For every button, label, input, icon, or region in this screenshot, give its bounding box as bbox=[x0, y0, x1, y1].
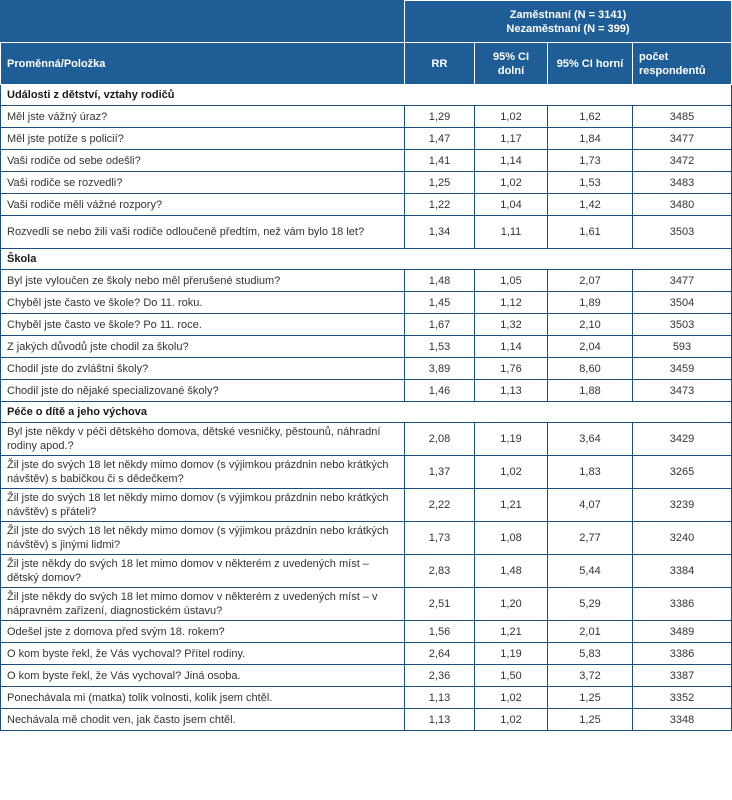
ci-low-value: 1,17 bbox=[475, 128, 548, 150]
ci-high-value: 2,77 bbox=[548, 522, 633, 555]
group-line-unemployed: Nezaměstnaní (N = 399) bbox=[506, 22, 630, 35]
table-row bbox=[1, 643, 732, 665]
respondent-count: 3483 bbox=[633, 172, 732, 194]
section-row bbox=[1, 402, 732, 423]
ci-low-value: 1,11 bbox=[475, 216, 548, 249]
row-label: O kom byste řekl, že Vás vychoval? Přítel rodiny. bbox=[1, 643, 405, 665]
ci-low-value: 1,05 bbox=[475, 270, 548, 292]
row-label: Měl jste vážný úraz? bbox=[1, 106, 405, 128]
row-label: Vaši rodiče od sebe odešli? bbox=[1, 150, 405, 172]
rr-value: 1,41 bbox=[405, 150, 475, 172]
ci-low-value: 1,14 bbox=[475, 336, 548, 358]
ci-high-value: 3,64 bbox=[548, 423, 633, 456]
ci-low-value: 1,21 bbox=[475, 621, 548, 643]
respondent-count: 3504 bbox=[633, 292, 732, 314]
row-label: Chyběl jste často ve škole? Do 11. roku. bbox=[1, 292, 405, 314]
ci-low-value: 1,02 bbox=[475, 106, 548, 128]
rr-value: 1,67 bbox=[405, 314, 475, 336]
table-row bbox=[1, 128, 732, 150]
ci-high-value: 1,88 bbox=[548, 380, 633, 402]
ci-low-value: 1,02 bbox=[475, 172, 548, 194]
table-row bbox=[1, 522, 732, 555]
row-label: Žil jste do svých 18 let někdy mimo domov (s výjimkou prázdnin nebo krátkých návštěv) s přáteli? bbox=[1, 489, 405, 522]
col-header-rr: RR bbox=[405, 43, 475, 85]
section-title: Události z dětství, vztahy rodičů bbox=[1, 85, 732, 106]
group-line-employed: Zaměstnaní (N = 3141) bbox=[509, 8, 627, 21]
table-row bbox=[1, 314, 732, 336]
ci-low-value: 1,02 bbox=[475, 709, 548, 731]
table-row bbox=[1, 555, 732, 588]
ci-high-value: 2,04 bbox=[548, 336, 633, 358]
ci-high-value: 8,60 bbox=[548, 358, 633, 380]
row-label: Vaši rodiče měli vážné rozpory? bbox=[1, 194, 405, 216]
rr-value: 2,51 bbox=[405, 588, 475, 621]
ci-high-value: 1,25 bbox=[548, 709, 633, 731]
ci-low-value: 1,02 bbox=[475, 687, 548, 709]
respondent-count: 3352 bbox=[633, 687, 732, 709]
row-label: Chodil jste do zvláštní školy? bbox=[1, 358, 405, 380]
ci-high-value: 1,62 bbox=[548, 106, 633, 128]
row-label: Vaši rodiče se rozvedli? bbox=[1, 172, 405, 194]
col-header-ci-high: 95% CI horní bbox=[548, 43, 633, 85]
row-label: Chodil jste do nějaké specializované školy? bbox=[1, 380, 405, 402]
table-row bbox=[1, 687, 732, 709]
rr-value: 1,13 bbox=[405, 687, 475, 709]
rr-value: 1,25 bbox=[405, 172, 475, 194]
respondent-count: 3473 bbox=[633, 380, 732, 402]
table-row bbox=[1, 489, 732, 522]
rr-value: 1,29 bbox=[405, 106, 475, 128]
section-title: Škola bbox=[1, 249, 732, 270]
row-label: Rozvedli se nebo žili vaši rodiče odloučeně předtím, než vám bylo 18 let? bbox=[1, 216, 405, 249]
ci-low-value: 1,02 bbox=[475, 456, 548, 489]
section-row bbox=[1, 85, 732, 106]
rr-value: 1,37 bbox=[405, 456, 475, 489]
respondent-count: 3386 bbox=[633, 588, 732, 621]
col-header-variable: Proměnná/Položka bbox=[1, 43, 405, 85]
ci-low-value: 1,48 bbox=[475, 555, 548, 588]
row-label: Chyběl jste často ve škole? Po 11. roce. bbox=[1, 314, 405, 336]
ci-high-value: 1,83 bbox=[548, 456, 633, 489]
respondent-count: 3489 bbox=[633, 621, 732, 643]
rr-value: 1,56 bbox=[405, 621, 475, 643]
rr-value: 1,46 bbox=[405, 380, 475, 402]
ci-high-value: 2,01 bbox=[548, 621, 633, 643]
group-header bbox=[405, 1, 732, 43]
table-row bbox=[1, 665, 732, 687]
rr-value: 2,64 bbox=[405, 643, 475, 665]
rr-value: 2,22 bbox=[405, 489, 475, 522]
respondent-count: 3239 bbox=[633, 489, 732, 522]
table-row bbox=[1, 150, 732, 172]
row-label: Nechávala mě chodit ven, jak často jsem chtěl. bbox=[1, 709, 405, 731]
row-label: Byl jste vyloučen ze školy nebo měl přerušené studium? bbox=[1, 270, 405, 292]
respondent-count: 3459 bbox=[633, 358, 732, 380]
table-row bbox=[1, 709, 732, 731]
row-label: Ponechávala mi (matka) tolik volnosti, kolik jsem chtěl. bbox=[1, 687, 405, 709]
respondent-count: 3348 bbox=[633, 709, 732, 731]
rr-value: 2,08 bbox=[405, 423, 475, 456]
table-row bbox=[1, 358, 732, 380]
table-row bbox=[1, 380, 732, 402]
row-label: Byl jste někdy v péči dětského domova, dětské vesničky, pěstounů, náhradní rodiny apod.? bbox=[1, 423, 405, 456]
section-title: Péče o dítě a jeho výchova bbox=[1, 402, 732, 423]
section-row bbox=[1, 249, 732, 270]
respondent-count: 3472 bbox=[633, 150, 732, 172]
table-row bbox=[1, 270, 732, 292]
ci-low-value: 1,19 bbox=[475, 643, 548, 665]
rr-value: 1,45 bbox=[405, 292, 475, 314]
col-header-count-line1: počet bbox=[639, 50, 669, 63]
table-row bbox=[1, 216, 732, 249]
respondent-count: 3240 bbox=[633, 522, 732, 555]
row-label: Žil jste někdy do svých 18 let mimo domov v některém z uvedených míst – v nápravném zařízení, diagnostickém ústavu? bbox=[1, 588, 405, 621]
row-label: Žil jste někdy do svých 18 let mimo domov v některém z uvedených míst – dětský domov? bbox=[1, 555, 405, 588]
ci-low-value: 1,08 bbox=[475, 522, 548, 555]
rr-value: 3,89 bbox=[405, 358, 475, 380]
table-row bbox=[1, 336, 732, 358]
table-row bbox=[1, 588, 732, 621]
col-header-count-line2: respondentů bbox=[639, 64, 706, 77]
table-row bbox=[1, 292, 732, 314]
row-label: Žil jste do svých 18 let někdy mimo domov (s výjimkou prázdnin nebo krátkých návštěv) s jinými lidmi? bbox=[1, 522, 405, 555]
table-header bbox=[1, 1, 732, 85]
rr-value: 2,83 bbox=[405, 555, 475, 588]
ci-high-value: 1,53 bbox=[548, 172, 633, 194]
respondent-count: 3386 bbox=[633, 643, 732, 665]
respondent-count: 3387 bbox=[633, 665, 732, 687]
col-header-count bbox=[633, 43, 732, 85]
respondent-count: 593 bbox=[633, 336, 732, 358]
respondent-count: 3477 bbox=[633, 128, 732, 150]
rr-value: 1,47 bbox=[405, 128, 475, 150]
ci-low-value: 1,76 bbox=[475, 358, 548, 380]
respondent-count: 3485 bbox=[633, 106, 732, 128]
respondent-count: 3480 bbox=[633, 194, 732, 216]
table-row bbox=[1, 106, 732, 128]
ci-high-value: 2,10 bbox=[548, 314, 633, 336]
header-blank-cell bbox=[1, 1, 405, 43]
ci-low-value: 1,20 bbox=[475, 588, 548, 621]
ci-high-value: 1,42 bbox=[548, 194, 633, 216]
rr-value: 1,73 bbox=[405, 522, 475, 555]
respondent-count: 3477 bbox=[633, 270, 732, 292]
ci-low-value: 1,32 bbox=[475, 314, 548, 336]
ci-high-value: 2,07 bbox=[548, 270, 633, 292]
ci-low-value: 1,50 bbox=[475, 665, 548, 687]
rr-value: 1,53 bbox=[405, 336, 475, 358]
rr-value: 2,36 bbox=[405, 665, 475, 687]
ci-high-value: 5,29 bbox=[548, 588, 633, 621]
ci-low-value: 1,12 bbox=[475, 292, 548, 314]
row-label: Odešel jste z domova před svým 18. rokem? bbox=[1, 621, 405, 643]
ci-high-value: 1,25 bbox=[548, 687, 633, 709]
ci-low-value: 1,21 bbox=[475, 489, 548, 522]
ci-high-value: 5,44 bbox=[548, 555, 633, 588]
ci-high-value: 1,61 bbox=[548, 216, 633, 249]
row-label: O kom byste řekl, že Vás vychoval? Jiná osoba. bbox=[1, 665, 405, 687]
table-row bbox=[1, 423, 732, 456]
rr-value: 1,48 bbox=[405, 270, 475, 292]
table-row bbox=[1, 194, 732, 216]
respondent-count: 3503 bbox=[633, 314, 732, 336]
ci-low-value: 1,04 bbox=[475, 194, 548, 216]
ci-high-value: 3,72 bbox=[548, 665, 633, 687]
col-header-ci-low: 95% CI dolní bbox=[475, 43, 548, 85]
rr-value: 1,34 bbox=[405, 216, 475, 249]
ci-high-value: 1,89 bbox=[548, 292, 633, 314]
table-row bbox=[1, 456, 732, 489]
respondent-count: 3503 bbox=[633, 216, 732, 249]
rr-value: 1,22 bbox=[405, 194, 475, 216]
table-row bbox=[1, 172, 732, 194]
ci-low-value: 1,14 bbox=[475, 150, 548, 172]
table-body bbox=[1, 85, 732, 731]
respondent-count: 3265 bbox=[633, 456, 732, 489]
respondent-count: 3429 bbox=[633, 423, 732, 456]
ci-high-value: 5,83 bbox=[548, 643, 633, 665]
table-row bbox=[1, 621, 732, 643]
row-label: Z jakých důvodů jste chodil za školu? bbox=[1, 336, 405, 358]
ci-high-value: 1,84 bbox=[548, 128, 633, 150]
ci-high-value: 1,73 bbox=[548, 150, 633, 172]
ci-low-value: 1,13 bbox=[475, 380, 548, 402]
rr-value: 1,13 bbox=[405, 709, 475, 731]
row-label: Měl jste potíže s policií? bbox=[1, 128, 405, 150]
ci-low-value: 1,19 bbox=[475, 423, 548, 456]
ci-high-value: 4,07 bbox=[548, 489, 633, 522]
row-label: Žil jste do svých 18 let někdy mimo domov (s výjimkou prázdnin nebo krátkých návštěv) s babičkou či s dědečkem? bbox=[1, 456, 405, 489]
respondent-count: 3384 bbox=[633, 555, 732, 588]
